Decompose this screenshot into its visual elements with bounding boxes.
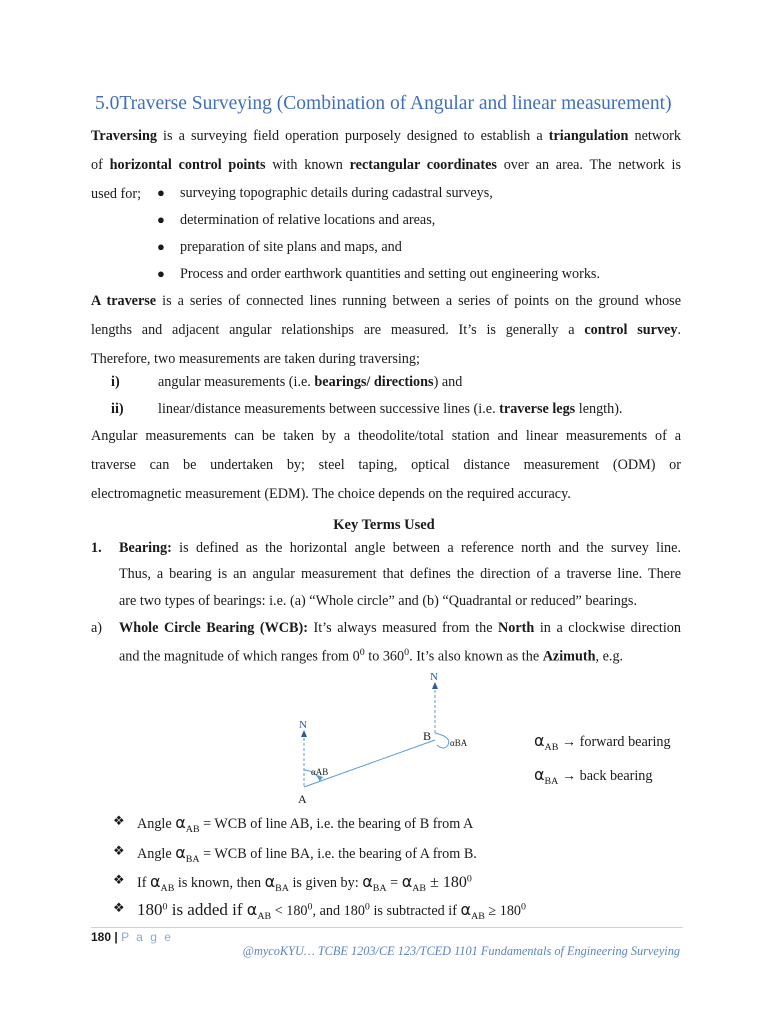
para2-line1 xyxy=(91,287,681,316)
alpha-subscript: AB xyxy=(471,910,485,922)
alpha-symbol: α xyxy=(534,731,545,750)
note-part: 180 xyxy=(137,900,163,919)
note-part: < 180 xyxy=(271,903,308,919)
measurement-text: angular measurements (i.e. xyxy=(158,374,315,390)
footer-credit: @mycoKYU… TCBE 1203/CE 123/TCED 1101 Fundamentals of Engineering Surveying xyxy=(242,944,680,958)
four-diamond-bullet-icon: ❖ xyxy=(113,843,125,858)
bullet-dot-icon: ● xyxy=(157,266,165,281)
para3-line1: Angular measurements can be taken by a theodolite/total station and linear measurements of a xyxy=(91,428,681,444)
term-north: North xyxy=(498,620,535,636)
degree-superscript: 0 xyxy=(307,901,313,913)
alpha-subscript: BA xyxy=(275,882,289,894)
alpha-subscript: BA xyxy=(185,853,200,865)
term-traversing: Traversing xyxy=(91,128,157,144)
alpha-symbol: α xyxy=(264,872,276,891)
roman-numeral: i) xyxy=(111,374,120,390)
measurement-item-1 xyxy=(111,374,120,391)
use-item-text: Process and order earthwork quantities and setting out engineering works. xyxy=(180,266,600,282)
alpha-subscript: AB xyxy=(544,741,559,753)
alpha-symbol: α xyxy=(401,872,413,891)
para1-line2 xyxy=(91,151,681,180)
alpha-subscript: BA xyxy=(372,882,387,894)
degree-superscript: 0 xyxy=(404,647,410,658)
angle-arc-ba xyxy=(435,733,449,748)
north-label-top: N xyxy=(430,671,438,683)
north-arrow-a-icon xyxy=(301,730,307,737)
note-part: is added if xyxy=(167,900,247,919)
bullet-dot-icon: ● xyxy=(157,185,165,200)
line-ab xyxy=(304,740,435,787)
page-separator: | xyxy=(111,930,122,944)
degree-superscript: 0 xyxy=(162,901,168,913)
term1-line1 xyxy=(119,540,681,557)
para1-text: with known xyxy=(265,157,350,173)
alpha-symbol: α xyxy=(175,843,186,862)
wcb-text: to 360 xyxy=(364,648,405,665)
use-item-text: determination of relative locations and areas, xyxy=(180,212,436,228)
alpha-symbol: α xyxy=(362,872,373,891)
note-part: is known, then xyxy=(174,875,265,891)
term-number: 1. xyxy=(91,540,102,556)
bullet-dot-icon: ● xyxy=(157,239,165,254)
term-bearings-directions: bearings/ directions xyxy=(314,374,434,390)
point-b-label: B xyxy=(423,729,432,743)
para3-line2: traverse can be undertaken by; steel taping, optical distance measurement (ODM) or xyxy=(91,457,681,473)
note-part: is given by: xyxy=(288,875,363,891)
term1-line2: Thus, a bearing is an angular measurement that defines the direction of a traverse line. There xyxy=(119,566,681,582)
wcb-line2 xyxy=(119,647,623,666)
measurement-text: ) and xyxy=(433,374,463,390)
alpha-symbol: α xyxy=(175,813,186,832)
term1-line3: are two types of bearings: i.e. (a) “Whole circle” and (b) “Quadrantal or reduced” bearings. xyxy=(119,593,637,609)
legend-text: → forward bearing xyxy=(558,734,671,750)
traverse-definition-paragraph xyxy=(91,287,681,374)
wcb-text: . It’s also known as the xyxy=(409,648,543,665)
legend-back-bearing xyxy=(534,765,653,787)
para1-line3: used for; xyxy=(91,186,142,202)
term1-number xyxy=(91,540,102,557)
term-rectangular-coordinates: rectangular coordinates xyxy=(349,157,497,173)
angular-measurement-paragraph xyxy=(91,422,681,509)
para1-text: over an area. The network is xyxy=(496,157,681,173)
alpha-symbol: α xyxy=(150,872,161,891)
term-azimuth: Azimuth xyxy=(542,648,596,665)
note-part: = WCB of line BA, i.e. the bearing of A from B. xyxy=(199,846,477,862)
legend-text: → back bearing xyxy=(558,768,653,784)
alpha-symbol: α xyxy=(460,900,472,919)
use-item-text: preparation of site plans and maps, and xyxy=(180,239,402,255)
alpha-ba-label: αBA xyxy=(450,738,468,748)
alpha-ab-label: αAB xyxy=(311,767,329,777)
north-label-left: N xyxy=(299,719,307,731)
alpha-subscript: AB xyxy=(185,823,200,835)
page-word: P a g e xyxy=(121,930,173,944)
alpha-subscript: AB xyxy=(412,882,427,894)
measurement-text: length). xyxy=(575,401,623,417)
north-arrow-b-icon xyxy=(432,682,438,689)
para2-line2 xyxy=(91,316,681,345)
note-text xyxy=(137,872,472,894)
measurement-item-1-text xyxy=(158,374,462,391)
wcb-text: , e.g. xyxy=(595,648,624,665)
term-bearing-label: Bearing: xyxy=(119,540,172,556)
degree-superscript: 0 xyxy=(521,901,526,913)
four-diamond-bullet-icon: ❖ xyxy=(113,872,125,887)
note-part: = WCB of line AB, i.e. the bearing of B from A xyxy=(199,816,474,832)
degree-superscript: 0 xyxy=(359,647,365,658)
note-part: ≥ 180 xyxy=(484,903,522,919)
note-part: If xyxy=(137,875,150,891)
term-triangulation: triangulation xyxy=(548,128,629,144)
alpha-subscript: AB xyxy=(257,910,272,922)
term-a-traverse: A traverse xyxy=(91,293,157,309)
alpha-symbol: α xyxy=(246,900,258,919)
degree-superscript: 0 xyxy=(364,901,370,913)
note-text xyxy=(137,843,477,865)
note-part: , and 180 xyxy=(312,903,365,919)
alpha-subscript: AB xyxy=(160,882,175,894)
degree-superscript: 0 xyxy=(466,873,472,885)
note-part: = xyxy=(386,875,402,891)
para1-text: of xyxy=(91,157,110,173)
point-a-label: A xyxy=(298,792,307,806)
use-item-text: surveying topographic details during cadastral surveys, xyxy=(180,185,493,201)
key-terms-title: Key Terms Used xyxy=(333,517,435,533)
para2-text: lengths and adjacent angular relationships are measured. It’s is generally a xyxy=(91,322,585,338)
wcb-text: in a clockwise direction xyxy=(534,620,681,636)
wcb-text: and the magnitude of which ranges from 0 xyxy=(119,648,360,665)
term-traverse-legs: traverse legs xyxy=(499,401,576,417)
para1-text: network xyxy=(628,128,681,144)
page-number: 180 xyxy=(91,930,112,944)
note-part: Angle xyxy=(137,846,176,862)
para2-text: . xyxy=(677,322,681,338)
note-part: Angle xyxy=(137,816,176,832)
wcb-text: It’s always measured from the xyxy=(307,620,499,636)
term-horizontal-control-points: horizontal control points xyxy=(109,157,266,173)
bullet-dot-icon: ● xyxy=(157,212,165,227)
measurement-item-2 xyxy=(111,401,124,418)
para1-line1 xyxy=(91,122,681,151)
roman-numeral: ii) xyxy=(111,401,124,417)
term-wcb-label: Whole Circle Bearing (WCB): xyxy=(119,620,308,636)
term1-text: is defined as the horizontal angle between a reference north and the survey line. xyxy=(171,540,681,556)
note-part: is subtracted if xyxy=(369,903,461,919)
legend-forward-bearing xyxy=(534,731,671,753)
four-diamond-bullet-icon: ❖ xyxy=(113,813,125,828)
para2-line3: Therefore, two measurements are taken during traversing; xyxy=(91,351,420,367)
para2-text: is a series of connected lines running between a series of points on the ground whose xyxy=(156,293,681,309)
wcb-letter: a) xyxy=(91,620,103,636)
alpha-subscript: BA xyxy=(544,775,559,787)
wcb-line1 xyxy=(119,620,681,637)
footer-page-number xyxy=(91,930,173,944)
four-diamond-bullet-icon: ❖ xyxy=(113,900,125,915)
alpha-symbol: α xyxy=(534,765,545,784)
measurement-item-2-text xyxy=(158,401,622,418)
measurement-text: linear/distance measurements between successive lines (i.e. xyxy=(158,401,500,417)
para1-text: is a surveying field operation purposely designed to establish a xyxy=(156,128,549,144)
term-control-survey: control survey xyxy=(584,322,678,338)
section-heading: 5.0Traverse Surveying (Combination of Angular and linear measurement) xyxy=(95,93,672,114)
footer-rule xyxy=(91,927,683,928)
para3-line3: electromagnetic measurement (EDM). The choice depends on the required accuracy. xyxy=(91,486,571,502)
note-part: ± 180 xyxy=(426,874,467,891)
note-text xyxy=(137,900,526,922)
note-text xyxy=(137,813,473,835)
